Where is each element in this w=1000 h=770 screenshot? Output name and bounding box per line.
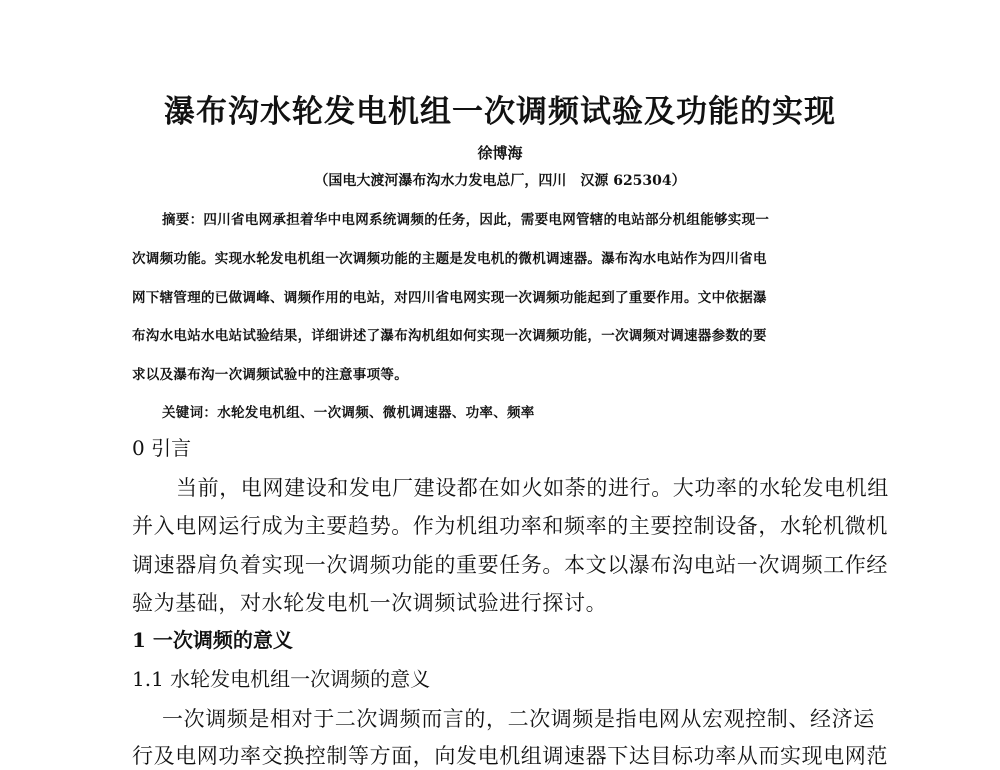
section-heading-1-1: 1.1 水轮发电机组一次调频的意义 bbox=[132, 667, 431, 691]
paper-title: 瀑布沟水轮发电机组一次调频试验及功能的实现 bbox=[164, 94, 836, 130]
section-heading-1: 1 一次调频的意义 bbox=[132, 628, 293, 652]
abstract-line: 网下辖管理的已做调峰、调频作用的电站，对四川省电网实现一次调频功能起到了重要作用。文中依据瀑 bbox=[132, 290, 767, 306]
paragraph-line: 调速器肩负着实现一次调频功能的重要任务。本文以瀑布沟电站一次调频工作经 bbox=[132, 553, 888, 577]
abstract-line: 布沟水电站水电站试验结果，详细讲述了瀑布沟机组如何实现一次调频功能，一次调频对调速器参数的要 bbox=[132, 328, 767, 344]
keywords: 关键词：水轮发电机组、一次调频、微机调速器、功率、频率 bbox=[162, 405, 535, 421]
paragraph-line: 并入电网运行成为主要趋势。作为机组功率和频率的主要控制设备，水轮机微机 bbox=[132, 514, 888, 538]
paragraph-line: 行及电网功率交换控制等方面，向发电机组调速器下达目标功率从而实现电网范 bbox=[132, 744, 888, 768]
abstract-line: 摘要：四川省电网承担着华中电网系统调频的任务，因此，需要电网管辖的电站部分机组能够实现一 bbox=[162, 212, 770, 228]
abstract-line: 求以及瀑布沟一次调频试验中的注意事项等。 bbox=[132, 367, 408, 383]
paragraph-line: 验为基础，对水轮发电机一次调频试验进行探讨。 bbox=[132, 591, 608, 615]
author-name: 徐博海 bbox=[477, 144, 523, 162]
abstract-line: 次调频功能。实现水轮发电机组一次调频功能的主题是发电机的微机调速器。瀑布沟水电站作为四川省电 bbox=[132, 251, 767, 267]
affiliation: （国电大渡河瀑布沟水力发电总厂，四川 汉源 625304） bbox=[314, 173, 686, 189]
paragraph-line: 一次调频是相对于二次调频而言的，二次调频是指电网从宏观控制、经济运 bbox=[162, 707, 875, 731]
section-heading-introduction: 0 引言 bbox=[132, 436, 192, 460]
paragraph-line: 当前，电网建设和发电厂建设都在如火如荼的进行。大功率的水轮发电机组 bbox=[176, 476, 889, 500]
